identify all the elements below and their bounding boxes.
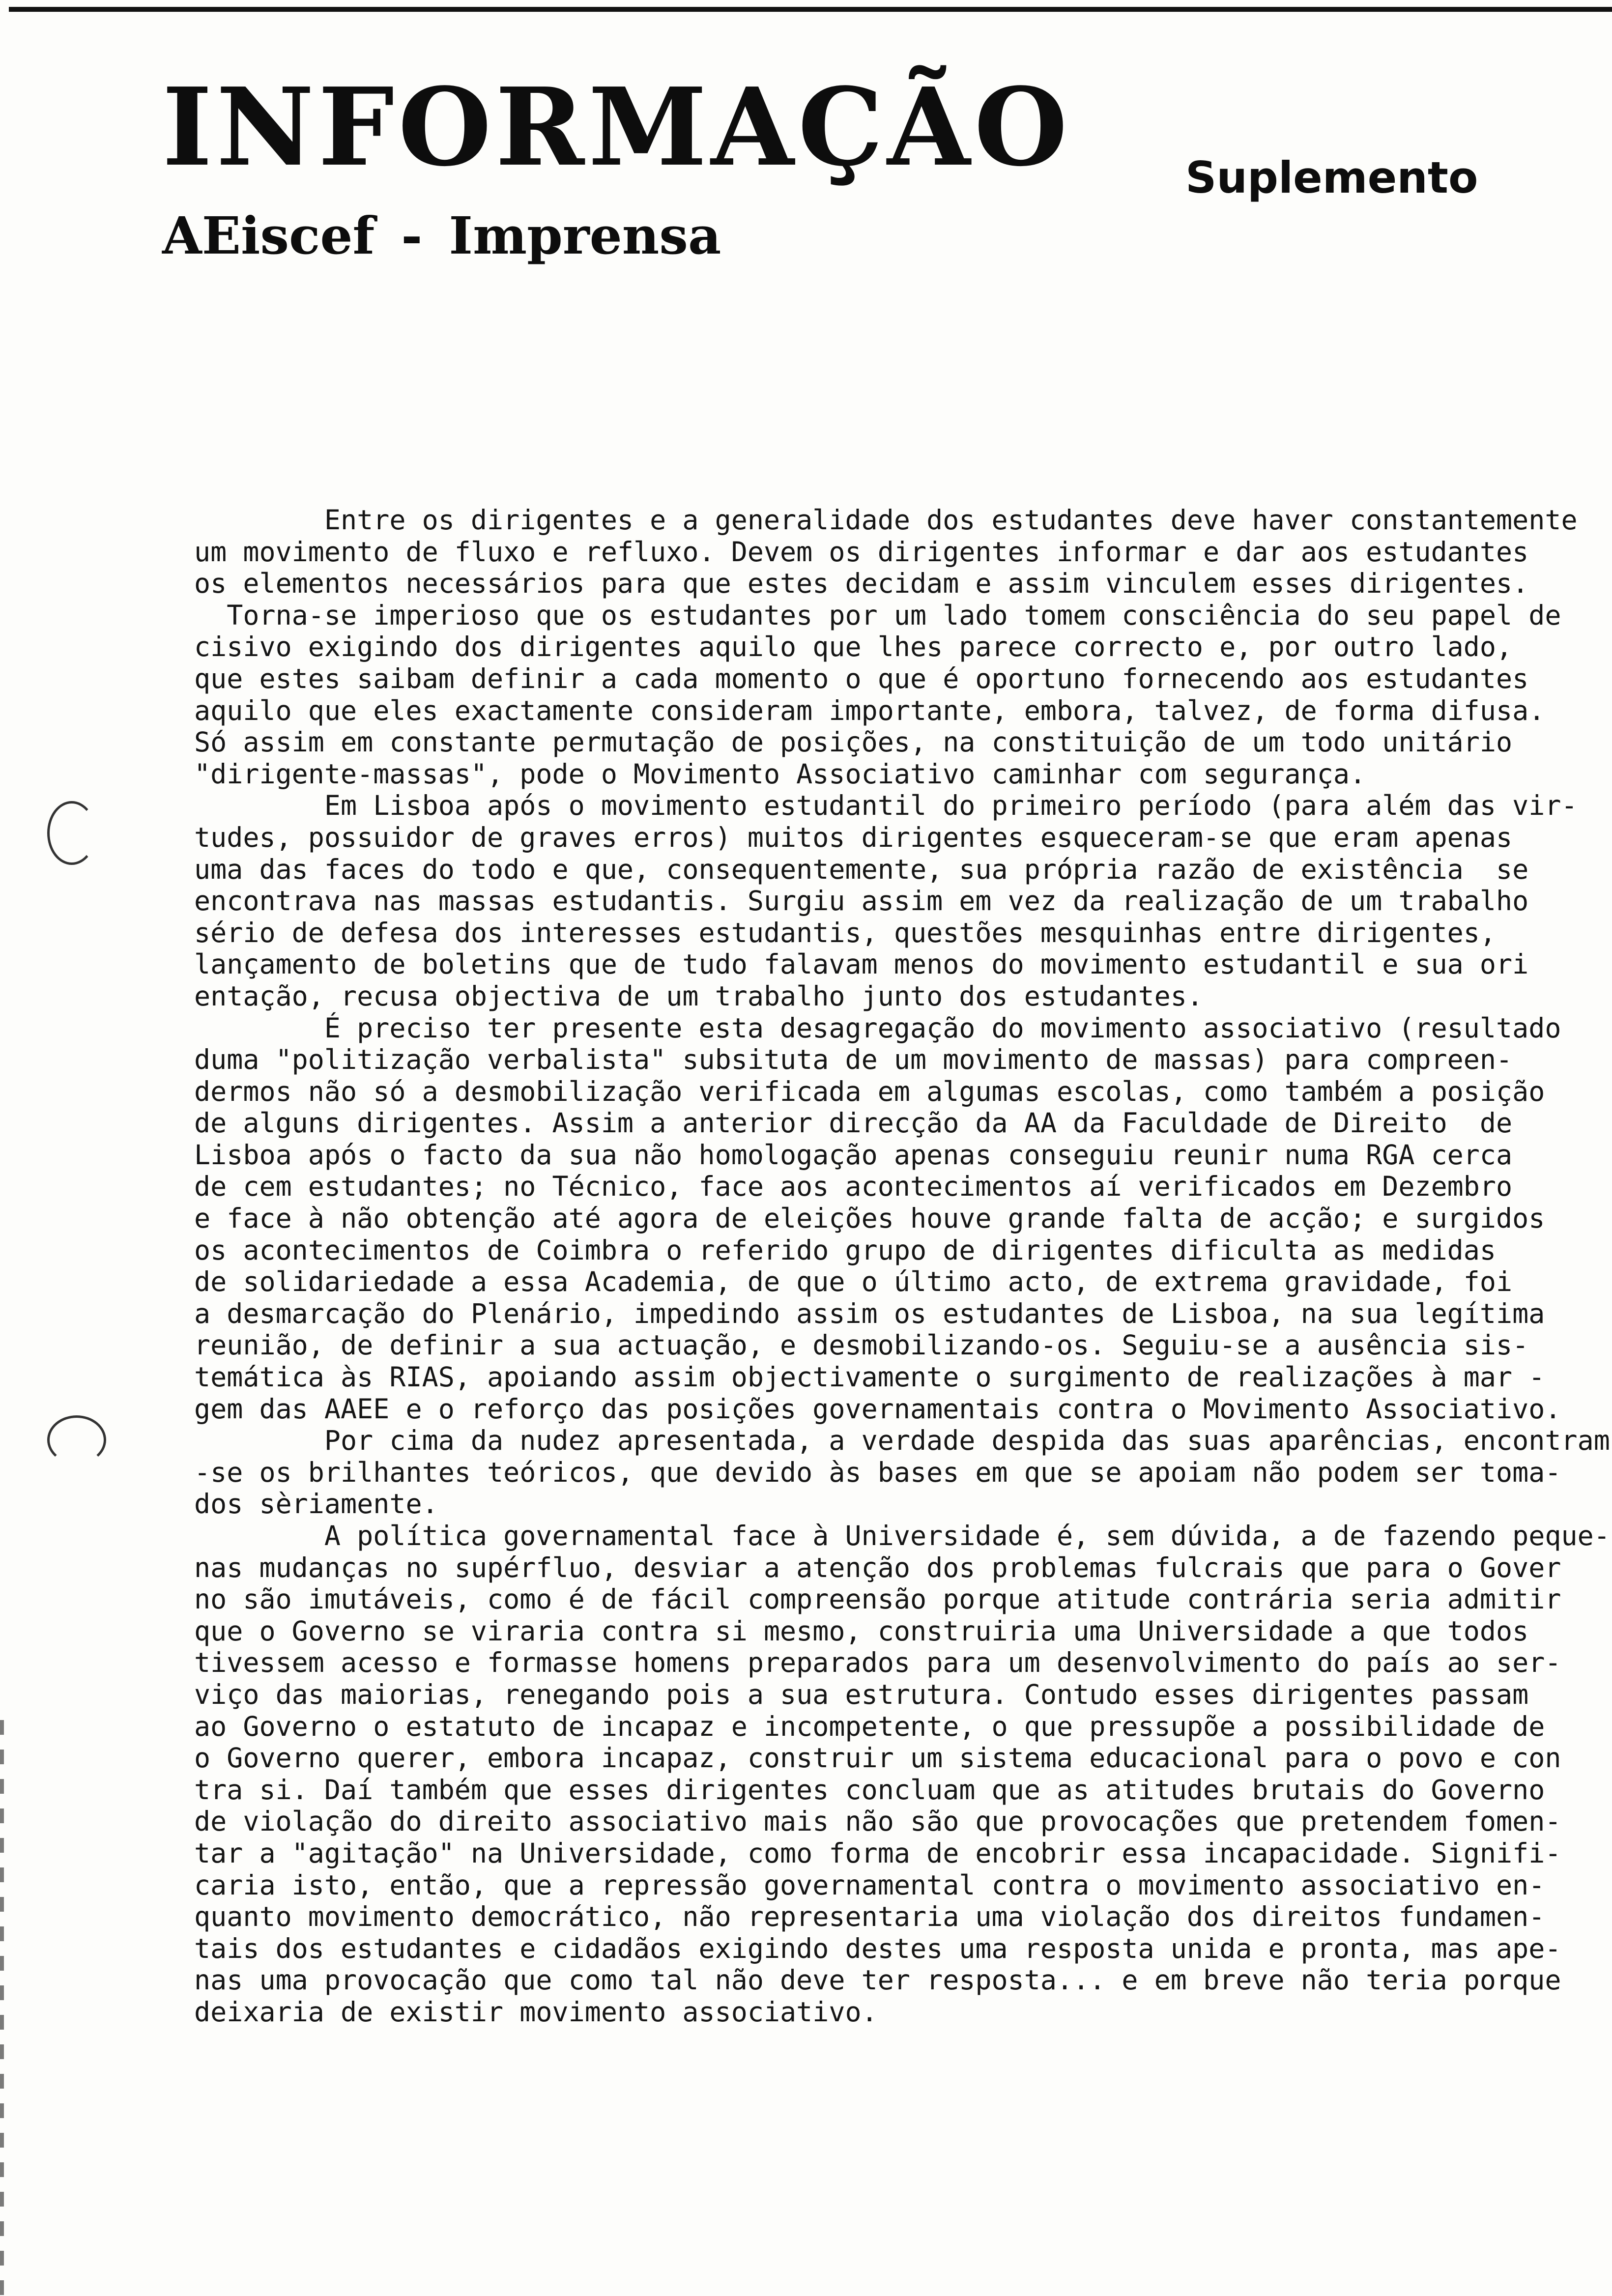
article-line: encontrava nas massas estudantis. Surgiu assim em vez da realização de um trabalho [194,885,1529,917]
masthead-section: Imprensa [449,205,721,266]
article-line: A política governamental face à Universidade é, sem dúvida, a de fazendo peque- [194,1520,1610,1551]
article-line: lançamento de boletins que de tudo falavam menos do movimento estudantil e sua ori [194,948,1529,980]
article-line: gem das AAEE e o reforço das posições governamentais contra o Movimento Associativo. [194,1393,1561,1425]
article-line: viço das maiorias, renegando pois a sua estrutura. Contudo esses dirigentes passam [194,1678,1529,1710]
article-line: que estes saibam definir a cada momento o que é oportuno fornecendo aos estudantes [194,662,1529,694]
article-line: duma "politização verbalista" subsituta de um movimento de massas) para compreen- [194,1044,1513,1076]
article-line: Torna-se imperioso que os estudantes por um lado tomem consciência do seu papel de [194,599,1561,631]
masthead-supplement-label: Suplemento [1185,152,1478,203]
article-body [194,504,1610,2028]
article-line: ao Governo o estatuto de incapaz e incompetente, o que pressupõe a possibilidade de [194,1710,1545,1742]
article-line: a desmarcação do Plenário, impedindo assim os estudantes de Lisboa, na sua legítima [194,1297,1545,1329]
top-border-rule [9,7,1612,12]
article-line: aquilo que eles exactamente consideram importante, embora, talvez, de forma difusa. [194,694,1545,726]
article-line: "dirigente-massas", pode o Movimento Associativo caminhar com segurança. [194,758,1366,790]
article-line: dos sèriamente. [194,1488,438,1520]
article-line: É preciso ter presente esta desagregação do movimento associativo (resultado [194,1012,1561,1044]
masthead-separator: - [401,205,423,266]
article-line: quanto movimento democrático, não representaria uma violação dos direitos fundamen- [194,1901,1545,1933]
left-edge-mark [0,1720,4,2296]
article-line: de violação do direito associativo mais não são que provocações que pretendem fomen- [194,1806,1561,1837]
article-line: Por cima da nudez apresentada, a verdade despida das suas aparências, encontram [194,1425,1610,1457]
article-line: um movimento de fluxo e refluxo. Devem os dirigentes informar e dar aos estudantes [194,536,1529,568]
masthead-publisher: AEiscef [162,205,375,266]
article-line: e face à não obtenção até agora de eleições houve grande falta de acção; e surgidos [194,1203,1545,1234]
article-line: Só assim em constante permutação de posições, na constituição de um todo unitário [194,726,1513,758]
article-line: reunião, de definir a sua actuação, e desmobilizando-os. Seguiu-se a ausência sis- [194,1329,1529,1361]
article-line: no são imutáveis, como é de fácil compreensão porque atitude contrária seria admitir [194,1583,1561,1615]
article-line: de cem estudantes; no Técnico, face aos acontecimentos aí verificados em Dezembro [194,1171,1513,1203]
article-line: caria isto, então, que a repressão governamental contra o movimento associativo en- [194,1869,1545,1901]
article-line: temática às RIAS, apoiando assim objectivamente o surgimento de realizações à mar - [194,1361,1545,1393]
article-line: nas uma provocação que como tal não deve ter resposta... e em breve não teria porque [194,1964,1561,1996]
article-line: nas mudanças no supérfluo, desviar a atenção dos problemas fulcrais que para o Gover [194,1551,1561,1583]
punch-hole-mark [47,1415,106,1464]
article-line: de alguns dirigentes. Assim a anterior direcção da AA da Faculdade de Direito de [194,1107,1513,1139]
punch-hole-mark [47,801,96,865]
article-line: tra si. Daí também que esses dirigentes concluam que as atitudes brutais do Governo [194,1774,1545,1806]
article-line: Em Lisboa após o movimento estudantil do primeiro período (para além das vir- [194,790,1578,822]
article-line: tudes, possuidor de graves erros) muitos dirigentes esqueceram-se que eram apenas [194,821,1513,853]
article-line: o Governo querer, embora incapaz, construir um sistema educacional para o povo e con [194,1742,1561,1774]
article-line: dermos não só a desmobilização verificada em algumas escolas, como também a posição [194,1075,1545,1107]
article-line: entação, recusa objectiva de um trabalho junto dos estudantes. [194,980,1203,1012]
article-line: os elementos necessários para que estes decidam e assim vinculem esses dirigentes. [194,568,1529,600]
article-line: Entre os dirigentes e a generalidade dos estudantes deve haver constantemente [194,504,1578,536]
article-line: uma das faces do todo e que, consequentemente, sua própria razão de existência se [194,853,1529,885]
article-line: Lisboa após o facto da sua não homologação apenas conseguiu reunir numa RGA cerca [194,1139,1513,1171]
article-line: deixaria de existir movimento associativo. [194,1996,878,2028]
masthead-subtitle [162,205,721,266]
article-line: tar a "agitação" na Universidade, como forma de encobrir essa incapacidade. Signifi- [194,1837,1561,1869]
article-line: os acontecimentos de Coimbra o referido grupo de dirigentes dificulta as medidas [194,1234,1497,1266]
masthead-title: INFORMAÇÃO [162,64,1072,190]
article-line: -se os brilhantes teóricos, que devido às bases em que se apoiam não podem ser toma- [194,1456,1561,1488]
article-line: cisivo exigindo dos dirigentes aquilo que lhes parece correcto e, por outro lado, [194,631,1513,663]
article-line: sério de defesa dos interesses estudantis, questões mesquinhas entre dirigentes, [194,917,1497,948]
article-line: tais dos estudantes e cidadãos exigindo destes uma resposta unida e pronta, mas ape- [194,1932,1561,1964]
article-line: tivessem acesso e formasse homens preparados para um desenvolvimento do país ao ser- [194,1647,1561,1679]
article-line: de solidariedade a essa Academia, de que o último acto, de extrema gravidade, foi [194,1266,1513,1298]
article-line: que o Governo se viraria contra si mesmo, construiria uma Universidade a que todos [194,1615,1529,1647]
